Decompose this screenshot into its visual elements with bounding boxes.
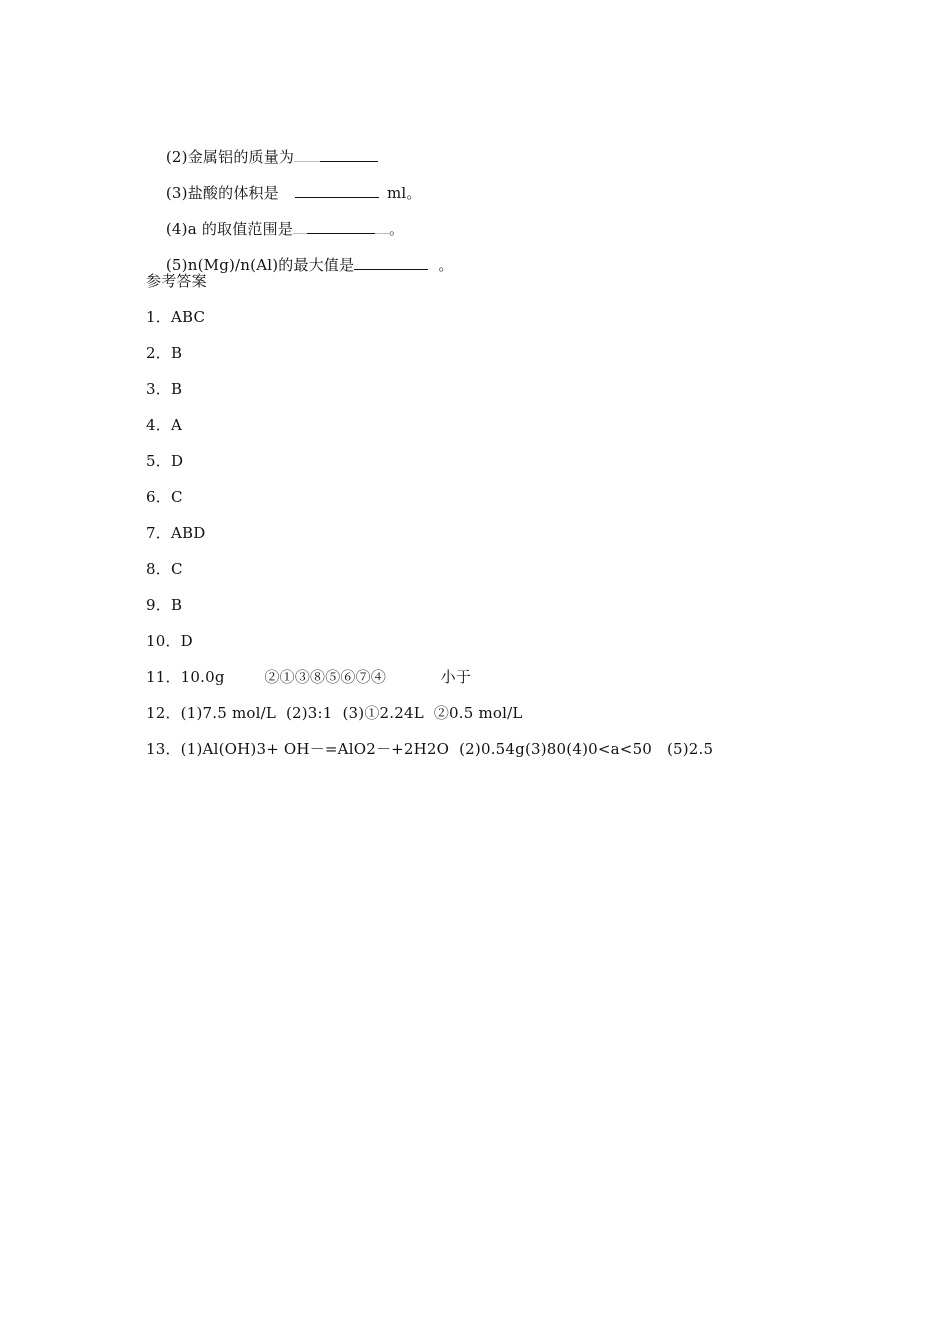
question-2-text: (2)金属铝的质量为 xyxy=(165,148,295,166)
answer-item-10: 10．D xyxy=(146,632,193,650)
question-4-text: (4)a 的取值范围是 xyxy=(165,220,294,238)
answer-item-11: 11．10.0g ②①③⑧⑤⑥⑦④ 小于 xyxy=(146,668,472,686)
answers-heading: 参考答案 xyxy=(146,272,207,290)
question-5-tail: 。 xyxy=(438,256,454,274)
answer-item-4: 4．A xyxy=(146,416,182,434)
answer-item-8: 8．C xyxy=(146,560,183,578)
answer-item-6: 6．C xyxy=(146,488,183,506)
answer-blank-q2 xyxy=(320,147,378,162)
answer-item-1: 1．ABC xyxy=(146,308,206,326)
answer-item-7: 7．ABD xyxy=(146,524,206,542)
answer-item-13: 13．(1)Al(OH)3+ OH－=AlO2－+2H2O (2)0.54g(3)80(4)0<a<50 (5)2.5 xyxy=(146,740,714,758)
answer-item-2: 2．B xyxy=(146,344,183,362)
answer-blank-lead xyxy=(293,219,307,234)
answer-blank-q4 xyxy=(307,219,375,234)
answer-blank-q3 xyxy=(295,183,379,198)
answer-item-12: 12．(1)7.5 mol/L (2)3:1 (3)①2.24L ②0.5 mol/L xyxy=(146,704,523,722)
answer-blank-trail xyxy=(375,219,389,234)
answer-item-5: 5．D xyxy=(146,452,184,470)
question-4-tail: 。 xyxy=(389,220,405,238)
answer-item-3: 3．B xyxy=(146,380,183,398)
question-3-unit: ml。 xyxy=(386,184,422,202)
answer-blank-q5 xyxy=(354,255,428,270)
answer-item-9: 9．B xyxy=(146,596,183,614)
question-5-text: (5)n(Mg)/n(Al)的最大值是 xyxy=(165,256,355,274)
question-3-text: (3)盐酸的体积是 xyxy=(165,184,279,202)
answer-blank-lead xyxy=(294,147,320,162)
